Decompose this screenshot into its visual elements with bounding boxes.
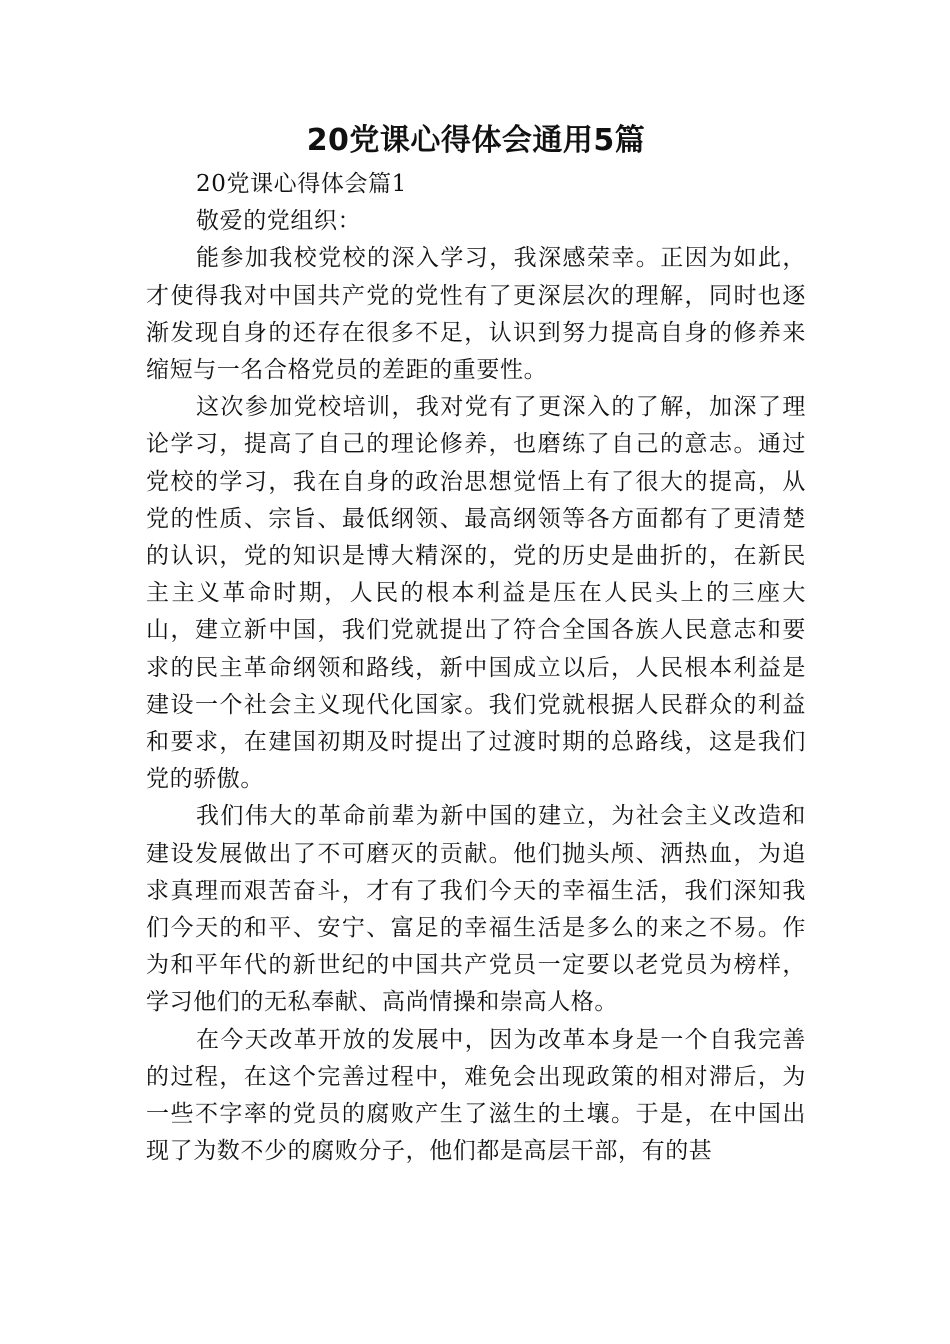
paragraph-4: 在今天改革开放的发展中，因为改革本身是一个自我完善的过程，在这个完善过程中，难免会出现政策的相对滞后，为一些不字率的党员的腐败产生了滋生的土壤。于是，在中国出现了为数不少的腐败分子，他们都是高层干部，有的甚 — [146, 1026, 806, 1165]
salutation: 敬爱的党组织： — [196, 208, 362, 235]
document-subtitle: 20党课心得体会篇1 — [196, 171, 407, 197]
document-page — [146, 118, 806, 1170]
paragraph-1: 能参加我校党校的深入学习，我深感荣幸。正因为如此，才使得我对中国共产党的党性有了更深层次的理解，同时也逐渐发现自身的还存在很多不足，认识到努力提高自身的修养来缩短与一名合格党员的差距的重要性。 — [146, 245, 806, 384]
paragraph-3: 我们伟大的革命前辈为新中国的建立，为社会主义改造和建设发展做出了不可磨灭的贡献。他们抛头颅、洒热血，为追求真理而艰苦奋斗，才有了我们今天的幸福生活，我们深知我们今天的和平、安宁、富足的幸福生活是多么的来之不易。作为和平年代的新世纪的中国共产党员一定要以老党员为榜样，学习他们的无私奉献、高尚情操和崇高人格。 — [146, 803, 806, 1016]
paragraph-2: 这次参加党校培训，我对党有了更深入的了解，加深了理论学习，提高了自己的理论修养，也磨练了自己的意志。通过党校的学习，我在自身的政治思想觉悟上有了很大的提高，从党的性质、宗旨、最低纲领、最高纲领等各方面都有了更清楚的认识，党的知识是博大精深的，党的历史是曲折的，在新民主主义革命时期，人民的根本利益是压在人民头上的三座大山，建立新中国，我们党就提出了符合全国各族人民意志和要求的民主革命纲领和路线，新中国成立以后，人民根本利益是建设一个社会主义现代化国家。我们党就根据人民群众的利益和要求，在建国初期及时提出了过渡时期的总路线，这是我们党的骄傲。 — [146, 394, 806, 793]
document-title: 20党课心得体会通用5篇 — [306, 123, 646, 158]
